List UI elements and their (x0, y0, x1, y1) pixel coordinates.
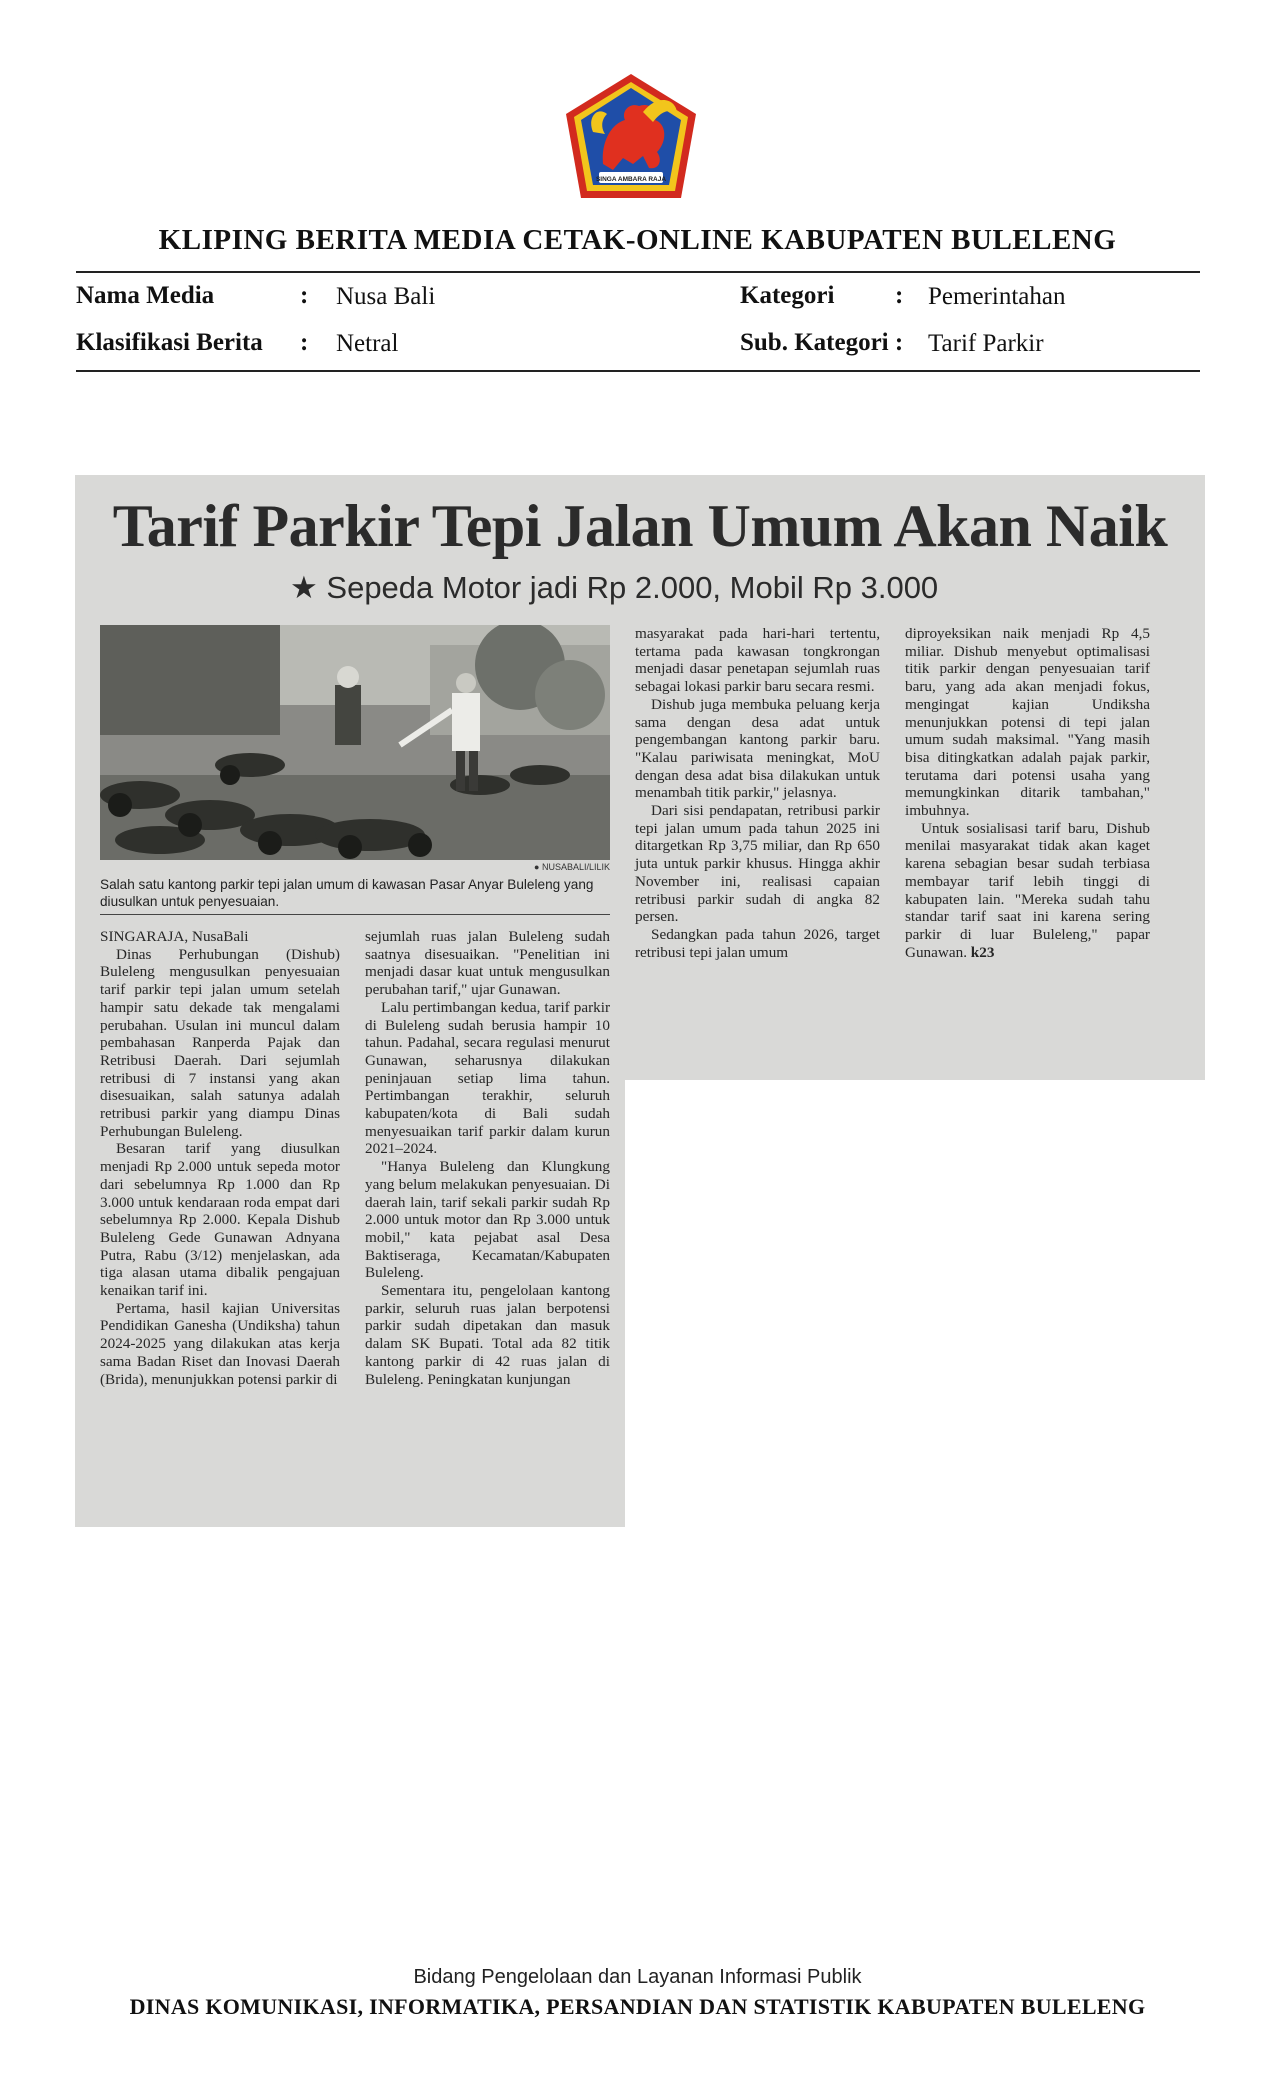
article-column-1 (100, 928, 340, 1388)
footer-unit: Bidang Pengelolaan dan Layanan Informasi Publik (413, 1966, 862, 1988)
media-value: Nusa Bali (336, 283, 436, 310)
paragraph: Pertama, hasil kajian Universitas Pendidikan Ganesha (Undiksha) tahun 2024-2025 yang dilakukan atas kerja sama Badan Riset dan Inovasi Daerah (Brida), menunjukkan potensi parkir di (100, 1299, 340, 1388)
article-headline: Tarif Parkir Tepi Jalan Umum Akan Naik (112, 493, 1168, 559)
paragraph: Lalu pertimbangan kedua, tarif parkir di Buleleng sudah berusia hampir 10 tahun. Padahal, secara regulasi menurut Gunawan, seharusnya dilakukan peninjauan setiap lima tahun. Pertimbangan terakhir, seluruh kabupaten/kota di Bali sudah menyesuaikan tarif parkir dalam kurun 2021–2024. (365, 998, 610, 1158)
photo-caption: Salah satu kantong parkir tepi jalan umum di kawasan Pasar Anyar Buleleng yang diusulkan untuk penyesuaian. (100, 876, 610, 915)
media-colon: : (300, 282, 309, 309)
author-signature: k23 (970, 943, 995, 961)
article-column-3 (635, 625, 880, 961)
paragraph: Besaran tarif yang diusulkan menjadi Rp 2.000 untuk sepeda motor dari sebelumnya Rp 1.000 dan Rp 3.000 untuk kendaraan roda empat dari sebelumnya Rp 2.000. Kepala Dishub Buleleng Gede Gunawan Adnyana Putra, Rabu (3/12) menjelaskan, ada tiga alasan utama dibalik pengajuan kenaikan tarif ini. (100, 1140, 340, 1300)
media-label: Nama Media (76, 282, 215, 309)
divider-bottom (76, 370, 1200, 372)
subkategori-label: Sub. Kategori : (740, 329, 904, 356)
klasifikasi-label: Klasifikasi Berita (76, 329, 263, 356)
regency-logo-icon (563, 72, 699, 202)
kategori-value: Pemerintahan (928, 283, 1066, 310)
paragraph: Dishub juga membuka peluang kerja sama dengan desa adat untuk pengembangan kantong parkir baru. "Kalau pariwisata meningkat, MoU dengan desa adat bisa dilakukan untuk menambah titik parkir," jelasnya. (635, 695, 880, 802)
kategori-label: Kategori (740, 282, 835, 309)
kategori-colon: : (895, 282, 904, 309)
paragraph: Dari sisi pendapatan, retribusi parkir tepi jalan umum pada tahun 2025 ini ditargetkan Rp 3,75 miliar, dan Rp 650 juta untuk parkir khusus. Hingga akhir November ini, realisasi capaian retribusi parkir sudah di angka 82 persen. (635, 802, 880, 926)
paragraph: Dinas Perhubungan (Dishub) Buleleng mengusulkan penyesuaian tarif parkir tepi jalan umum setelah hampir satu dekade tak mengalami perubahan. Usulan ini muncul dalam pembahasan Ranperda Pajak dan Retribusi Daerah. Dari sejumlah retribusi di 7 instansi yang akan disesuaikan, salah satunya adalah retribusi parkir yang diampu Dinas Perhubungan Buleleng. (100, 945, 340, 1140)
paragraph-text: Untuk sosialisasi tarif baru, Dishub menilai masyarakat tidak akan kaget karena sebagian besar sudah terbiasa membayar tarif lebih tinggi di kabupaten lain. "Mereka sudah tahu standar tarif saat ini karena sering parkir di luar Buleleng," papar Gunawan. (905, 819, 1150, 961)
logo-text: SINGA AMBARA RAJA (595, 176, 667, 183)
article-column-2 (365, 928, 610, 1388)
paragraph: Sementara itu, pengelolaan kantong parkir, seluruh ruas jalan berpotensi parkir sudah dipetakan dan masuk dalam SK Bupati. Total ada 82 titik kantong parkir di 42 ruas jalan di Buleleng. Peningkatan kunjungan (365, 1282, 610, 1388)
article-subhead: ★ Sepeda Motor jadi Rp 2.000, Mobil Rp 3.000 (290, 570, 939, 605)
document-title: KLIPING BERITA MEDIA CETAK-ONLINE KABUPATEN BULELENG (158, 224, 1117, 256)
paragraph: masyarakat pada hari-hari tertentu, tertama pada kawasan tongkrongan menjadi dasar penetapan sejumlah ruas sebagai lokasi parkir baru secara resmi. (635, 625, 880, 696)
paragraph (905, 820, 1150, 962)
paragraph: diproyeksikan naik menjadi Rp 4,5 miliar. Dishub menyebut optimalisasi titik parkir dengan penyesuaian tarif baru, yang ada akan menjadi fokus, mengingat kajian Undiksha menunjukkan potensi di tepi jalan umum sudah maksimal. "Yang masih bisa ditingkatkan adalah pajak parkir, terutama dari potensi usaha yang memungkinkan ditarik tambahan," imbuhnya. (905, 625, 1150, 820)
dateline: SINGARAJA, NusaBali (100, 928, 249, 945)
article-column-4 (905, 625, 1150, 961)
klasifikasi-value: Netral (336, 330, 399, 357)
paragraph: Sedangkan pada tahun 2026, target retribusi tepi jalan umum (635, 925, 880, 961)
paragraph: sejumlah ruas jalan Buleleng sudah saatnya disesuaikan. "Penelitian ini menjadi dasar kuat untuk mengusulkan perubahan tarif," ujar Gunawan. (365, 928, 610, 999)
article-photo (100, 625, 610, 860)
divider-top (76, 271, 1200, 273)
paragraph: "Hanya Buleleng dan Klungkung yang belum melakukan penyesuaian. Di daerah lain, tarif sekali parkir sudah Rp 2.000 untuk motor dan Rp 3.000 untuk mobil," kata pejabat asal Desa Baktiseraga, Kecamatan/Kabupaten Buleleng. (365, 1158, 610, 1282)
klasifikasi-colon: : (300, 329, 309, 356)
subkategori-value: Tarif Parkir (928, 330, 1044, 357)
photo-credit: ● NUSABALI/LILIK (534, 862, 610, 872)
footer-agency: DINAS KOMUNIKASI, INFORMATIKA, PERSANDIAN DAN STATISTIK KABUPATEN BULELENG (129, 1994, 1146, 2019)
